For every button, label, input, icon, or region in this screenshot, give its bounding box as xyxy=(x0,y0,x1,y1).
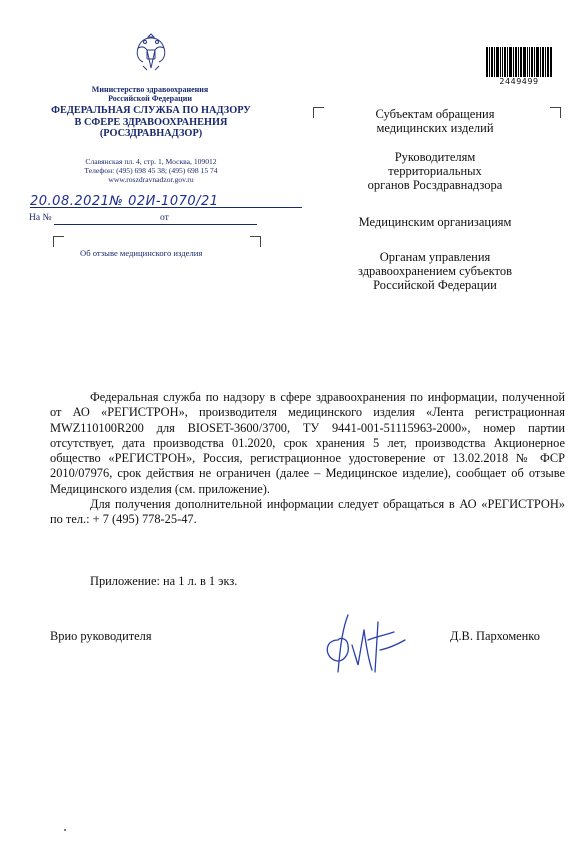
barcode-icon xyxy=(486,47,552,77)
signatory-title: Врио руководителя xyxy=(50,629,152,643)
bracket-mark xyxy=(250,236,261,247)
letter-body xyxy=(50,390,565,528)
barcode-number: 2449499 xyxy=(499,77,539,86)
body-paragraph: Федеральная служба по надзору в сфере здравоохранения по информации, полученной от АО «РЕГИСТРОН», производителя медицинского изделия «Лента регистрационная MWZ110100R200 для BIOSET-3600/3700, ТУ 9441-001-51115963-2000», номер партии отсутствует, дата производства 01.2020, срок хранения 5 лет, производства Акционерное общество «РЕГИСТРОН», Россия, регистрационное удостоверение от 13.02.2018 № ФСР 2010/07976, срок действия не ограничен (далее – Медицинское изделие), сообщает об отзыве Медицинского изделия (см. приложение). xyxy=(50,390,565,496)
letter-subject: Об отзыве медицинского изделия xyxy=(80,248,203,258)
service-name xyxy=(40,105,262,140)
addressee-line: Руководителям xyxy=(394,150,476,164)
ministry-line: Российской Федерации xyxy=(108,94,192,103)
website-line: www.roszdravnadzor.gov.ru xyxy=(108,175,194,184)
addressee-block xyxy=(325,107,545,135)
addressee-line: Медицинским организациям xyxy=(358,215,512,229)
addressee-line: Субъектам обращения xyxy=(375,107,495,121)
address-line: Славянская пл. 4, стр. 1, Москва, 109012 xyxy=(85,157,217,166)
letterhead-address xyxy=(60,157,242,184)
handwritten-date-number: 20.08.2021№ 02И-1070/21 xyxy=(30,194,219,209)
reference-number-label: На № xyxy=(29,213,52,223)
body-paragraph: Для получения дополнительной информации следует обращаться в АО «РЕГИСТРОН» по тел.: + 7 (495) 778-25-47. xyxy=(50,497,565,527)
reference-number-line xyxy=(54,224,184,225)
ministry-name xyxy=(60,85,240,103)
reference-date-line xyxy=(177,224,257,225)
bracket-mark xyxy=(550,107,561,118)
attachment-note: Приложение: на 1 л. в 1 экз. xyxy=(90,574,238,588)
service-line: (РОСЗДРАВНАДЗОР) xyxy=(99,128,203,139)
bracket-mark xyxy=(53,236,64,247)
scan-speck xyxy=(64,829,66,831)
service-line: ФЕДЕРАЛЬНАЯ СЛУЖБА ПО НАДЗОРУ xyxy=(51,105,251,116)
ministry-line: Министерство здравоохранения xyxy=(91,85,209,94)
addressee-line: медицинских изделий xyxy=(376,121,494,135)
addressee-line: Органам управления xyxy=(379,250,491,264)
addressee-line: здравоохранением субъектов xyxy=(357,264,512,278)
bracket-mark xyxy=(313,107,324,118)
addressee-line: Российской Федерации xyxy=(373,278,497,292)
reference-date-label: от xyxy=(160,213,169,223)
phone-line: Телефон: (495) 698 45 38; (495) 698 15 74 xyxy=(84,166,218,175)
addressee-line: органов Росздравнадзора xyxy=(367,178,503,192)
addressee-block xyxy=(325,215,545,229)
handwritten-signature-icon xyxy=(320,610,420,680)
signatory-name: Д.В. Пархоменко xyxy=(450,629,540,643)
addressee-block xyxy=(325,250,545,292)
registration-line xyxy=(30,207,302,208)
addressee-line: территориальных xyxy=(388,164,482,178)
service-line: В СФЕРЕ ЗДРАВООХРАНЕНИЯ xyxy=(74,116,228,128)
addressee-block xyxy=(325,150,545,192)
coat-of-arms-icon xyxy=(134,30,168,74)
